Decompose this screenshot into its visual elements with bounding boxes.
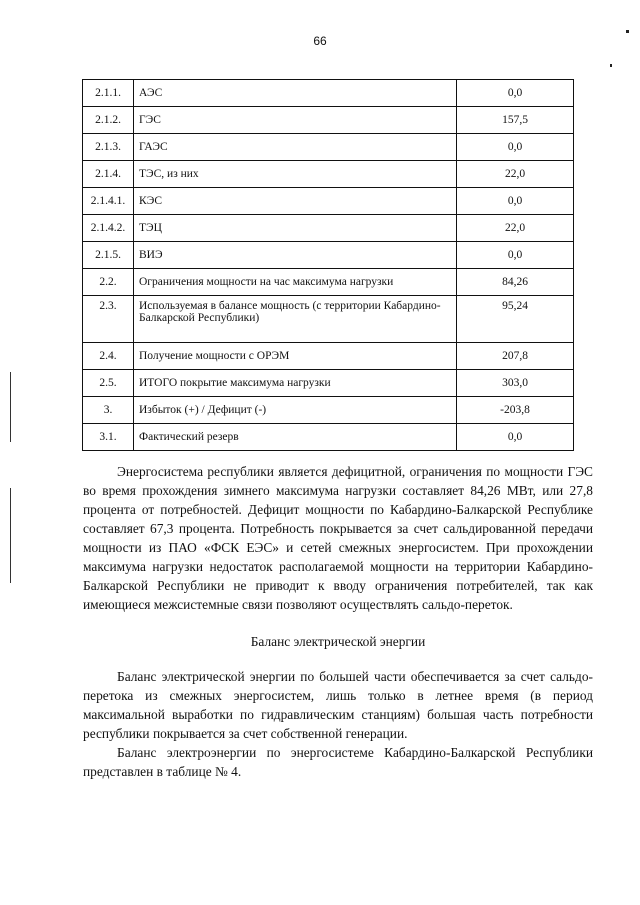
row-number-cell: 2.1.2. (83, 107, 134, 134)
row-value-cell: 95,24 (457, 296, 574, 343)
scan-speck (626, 30, 629, 33)
row-label-cell: КЭС (134, 188, 457, 215)
table-row (83, 80, 574, 107)
row-label-cell: ГЭС (134, 107, 457, 134)
table-row (83, 296, 574, 343)
row-value-cell: 303,0 (457, 370, 574, 397)
paragraph-deficit (83, 462, 593, 614)
row-value-cell: 157,5 (457, 107, 574, 134)
row-number-cell: 2.1.3. (83, 134, 134, 161)
row-label-cell: АЭС (134, 80, 457, 107)
row-value-cell: 0,0 (457, 80, 574, 107)
row-number-cell: 2.1.4.2. (83, 215, 134, 242)
scan-margin-line (10, 488, 11, 583)
table-row (83, 343, 574, 370)
table-row (83, 161, 574, 188)
row-label-cell: ТЭЦ (134, 215, 457, 242)
table-row (83, 188, 574, 215)
scan-speck (610, 64, 612, 67)
table-row (83, 397, 574, 424)
scan-margin-line (10, 372, 11, 442)
row-number-cell: 2.2. (83, 269, 134, 296)
row-label-cell: Избыток (+) / Дефицит (-) (134, 397, 457, 424)
table-row (83, 215, 574, 242)
row-number-cell: 2.1.5. (83, 242, 134, 269)
row-label-cell: Используемая в балансе мощность (с территории Кабардино-Балкарской Республики) (134, 296, 457, 343)
row-value-cell: 0,0 (457, 134, 574, 161)
table-row (83, 269, 574, 296)
paragraph-text: Энергосистема республики является дефицитной, ограничения по мощности ГЭС во время прохождения зимнего максимума нагрузки составляет 84,26 МВт, или 27,8 процента от потребностей. Дефицит мощности по Кабардино-Балкарской Республике составляет 67,3 процента. Потребность покрывается за счет сальдированной передачи мощности из ПАО «ФСК ЕЭС» и сетей смежных энергосистем. При прохождении максимума нагрузки недостаток располагаемой мощности на территории Кабардино-Балкарской Республики не приводит к вводу ограничения потребителей, так как имеющиеся межсистемные связи позволяют осуществлять сальдо-переток. (83, 464, 593, 612)
row-value-cell: -203,8 (457, 397, 574, 424)
section-heading: Баланс электрической энергии (250, 634, 426, 649)
paragraph-text: Баланс электрической энергии по большей части обеспечивается за счет сальдо-перетока из смежных энергосистем, лишь только в летнее время (в период максимальной выработки по гидравлическим станциям) большая часть потребности республики покрывается за счет собственной генерации. (83, 669, 593, 741)
row-value-cell: 0,0 (457, 424, 574, 451)
row-number-cell: 3.1. (83, 424, 134, 451)
table-row (83, 424, 574, 451)
row-label-cell: ТЭС, из них (134, 161, 457, 188)
row-value-cell: 22,0 (457, 161, 574, 188)
table-row (83, 134, 574, 161)
row-value-cell: 0,0 (457, 188, 574, 215)
row-value-cell: 207,8 (457, 343, 574, 370)
row-number-cell: 3. (83, 397, 134, 424)
row-label-cell: ИТОГО покрытие максимума нагрузки (134, 370, 457, 397)
row-value-cell: 84,26 (457, 269, 574, 296)
power-balance-table (82, 79, 574, 451)
row-label-cell: Получение мощности с ОРЭМ (134, 343, 457, 370)
row-label-cell: Ограничения мощности на час максимума нагрузки (134, 269, 457, 296)
table-row (83, 242, 574, 269)
row-label-cell: Фактический резерв (134, 424, 457, 451)
row-number-cell: 2.3. (83, 296, 134, 343)
table-row (83, 370, 574, 397)
row-value-cell: 22,0 (457, 215, 574, 242)
paragraph-energy-balance (83, 667, 593, 781)
row-label-cell: ГАЭС (134, 134, 457, 161)
row-value-cell: 0,0 (457, 242, 574, 269)
row-number-cell: 2.1.1. (83, 80, 134, 107)
row-number-cell: 2.1.4. (83, 161, 134, 188)
page-number: 66 (313, 34, 327, 48)
row-label-cell: ВИЭ (134, 242, 457, 269)
row-number-cell: 2.1.4.1. (83, 188, 134, 215)
paragraph-text: Баланс электроэнергии по энергосистеме Кабардино-Балкарской Республики представлен в таблице № 4. (83, 745, 593, 779)
table-row (83, 107, 574, 134)
row-number-cell: 2.4. (83, 343, 134, 370)
row-number-cell: 2.5. (83, 370, 134, 397)
